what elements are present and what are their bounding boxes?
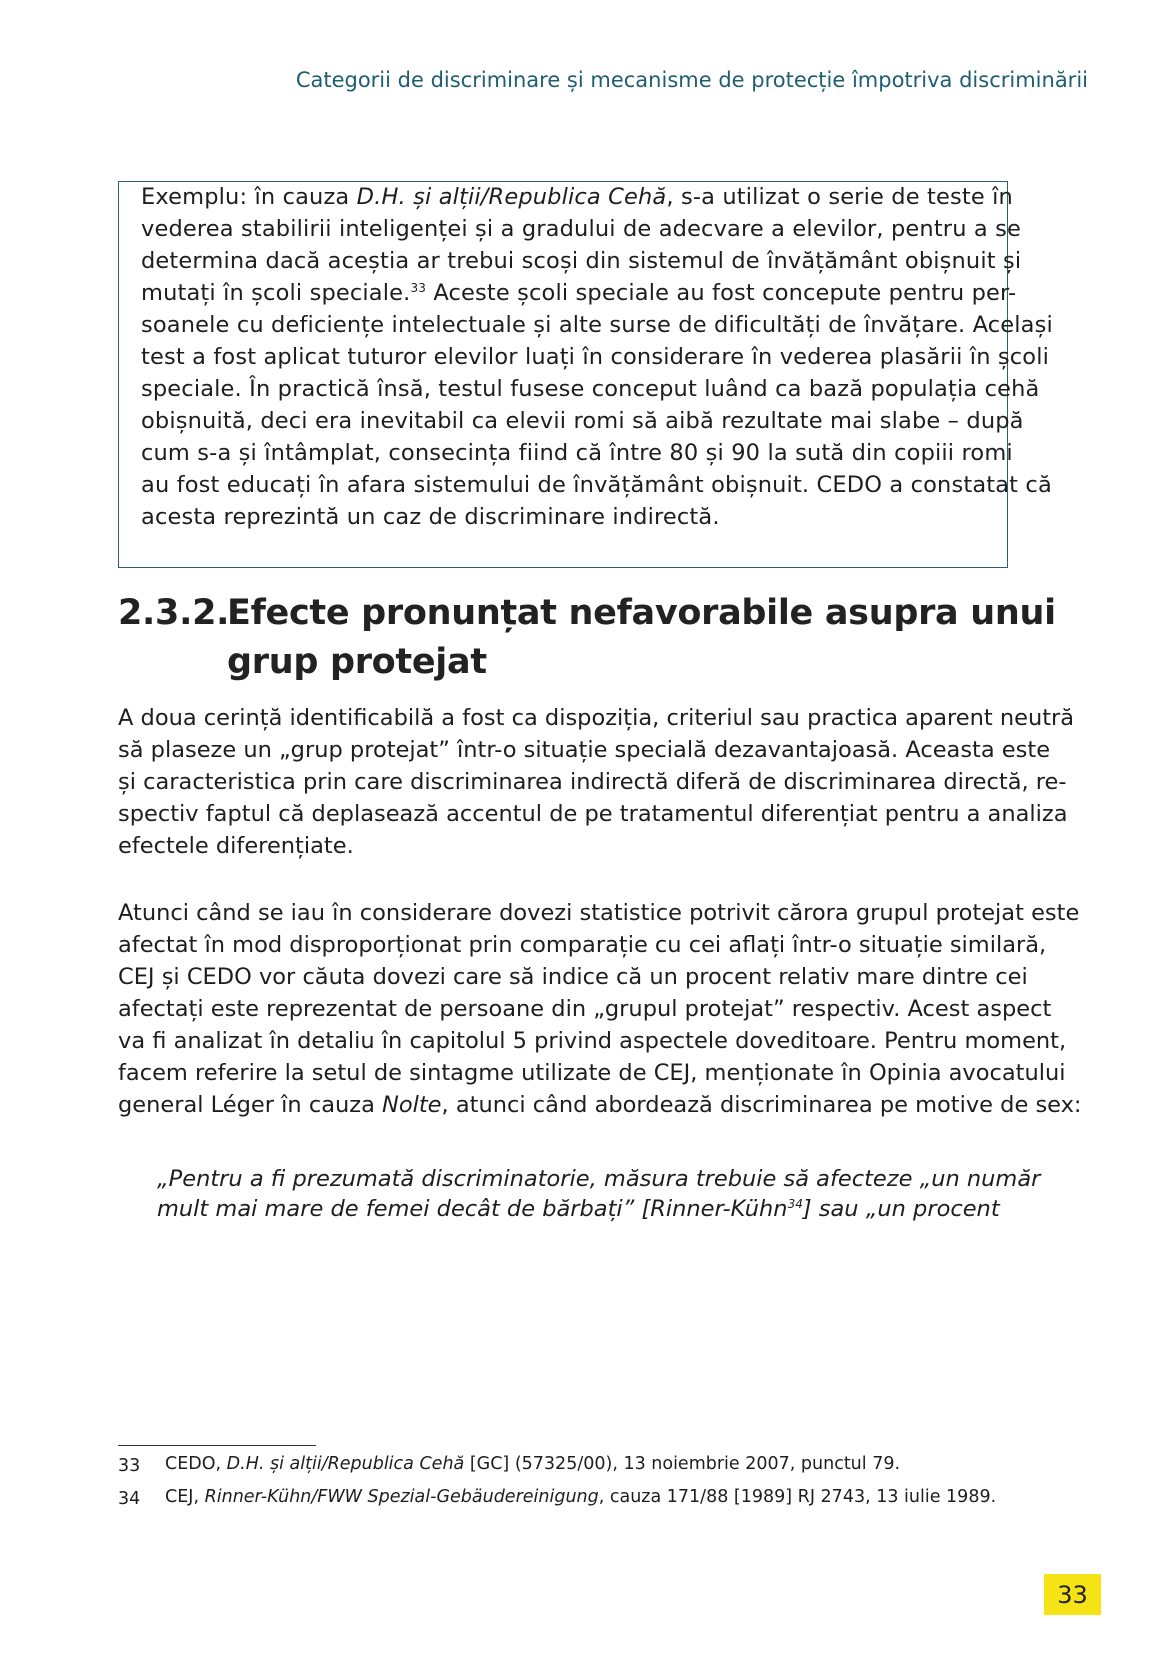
- running-header: Categorii de discriminare și mecanisme de protecție împotriva discriminării: [295, 68, 1088, 92]
- paragraph-line: CEJ și CEDO vor căuta dovezi care să indice că un procent relativ mare dintre cei: [118, 964, 1028, 990]
- example-line: mutați în școli speciale.$^{33}$ Aceste școli speciale au fost concepute pentru per-: [141, 280, 1017, 306]
- quote-line: mult mai mare de femei decât de bărbați” [Rinner-Kühn$^{34}$] sau „un procent: [157, 1196, 1000, 1222]
- paragraph-line: A doua cerință identificabilă a fost ca dispoziția, criteriul sau practica aparent neutră: [118, 705, 1075, 731]
- paragraph-line: Atunci când se iau în considerare dovezi statistice potrivit cărora grupul protejat este: [118, 900, 1080, 926]
- footnote-text: CEJ, Rinner-Kühn/FWW Spezial-Gebäudereinigung, cauza 171/88 [1989] RJ 2743, 13 iulie 1989.: [165, 1487, 997, 1507]
- footnote-ref-34[interactable]: 34: [787, 1197, 803, 1211]
- paragraph-line: afectați este reprezentat de persoane din „grupul protejat” respectiv. Acest aspect: [118, 996, 1052, 1022]
- page-number: 33: [1044, 1574, 1101, 1615]
- paragraph-line: spectiv faptul că deplasează accentul de pe tratamentul diferențiat pentru a analiza: [118, 801, 1068, 827]
- quote-line: „Pentru a fi prezumată discriminatorie, măsura trebuie să afecteze „un număr: [157, 1166, 1041, 1192]
- example-line: au fost educați în afara sistemului de învățământ obișnuit. CEDO a constatat că: [141, 472, 1052, 498]
- paragraph-line: să plaseze un „grup protejat” într-o situație specială dezavantajoasă. Aceasta este: [118, 737, 1051, 763]
- footnote-number: 34: [118, 1489, 141, 1509]
- example-line: speciale. În practică însă, testul fusese conceput luând ca bază populația cehă: [141, 376, 1040, 402]
- example-line: test a fost aplicat tuturor elevilor luați în considerare în vederea plasării în școli: [141, 344, 1050, 370]
- example-line: Exemplu: în cauza D.H. și alții/Republica Cehă, s-a utilizat o serie de teste în: [141, 184, 1013, 210]
- example-line: determina dacă aceștia ar trebui scoși din sistemul de învățământ obișnuit și: [141, 248, 1022, 274]
- footnote-text: CEDO, D.H. și alții/Republica Cehă [GC] (57325/00), 13 noiembrie 2007, punctul 79.: [165, 1454, 901, 1474]
- paragraph-line: va fi analizat în detaliu în capitolul 5 privind aspectele doveditoare. Pentru moment,: [118, 1028, 1067, 1054]
- section-title: grup protejat: [227, 642, 487, 682]
- paragraph-line: efectele diferențiate.: [118, 833, 354, 859]
- footnote-divider: [118, 1445, 316, 1446]
- example-line: vederea stabilirii inteligenței și a gradului de adecvare a elevilor, pentru a se: [141, 216, 1022, 242]
- example-line: obișnuită, deci era inevitabil ca elevii romi să aibă rezultate mai slabe – după: [141, 408, 1024, 434]
- section-number: 2.3.2.: [118, 593, 230, 633]
- paragraph-line: afectat în mod disproporționat prin comparație cu cei aflați într-o situație similară,: [118, 932, 1047, 958]
- example-line: cum s-a și întâmplat, consecința fiind că între 80 și 90 la sută din copiii romi: [141, 440, 1013, 466]
- paragraph-line: general Léger în cauza Nolte, atunci când abordează discriminarea pe motive de sex:: [118, 1092, 1082, 1118]
- footnote-ref-33[interactable]: 33: [410, 281, 427, 295]
- footnote-number: 33: [118, 1456, 141, 1476]
- example-line: soanele cu deficiențe intelectuale și alte surse de dificultăți de învățare. Același: [141, 312, 1053, 338]
- section-title: Efecte pronunțat nefavorabile asupra unui: [227, 593, 1056, 633]
- paragraph-line: facem referire la setul de sintagme utilizate de CEJ, menționate în Opinia avocatului: [118, 1060, 1066, 1086]
- example-line: acesta reprezintă un caz de discriminare indirectă.: [141, 504, 720, 530]
- paragraph-line: și caracteristica prin care discriminarea indirectă diferă de discriminarea directă, re-: [118, 769, 1067, 795]
